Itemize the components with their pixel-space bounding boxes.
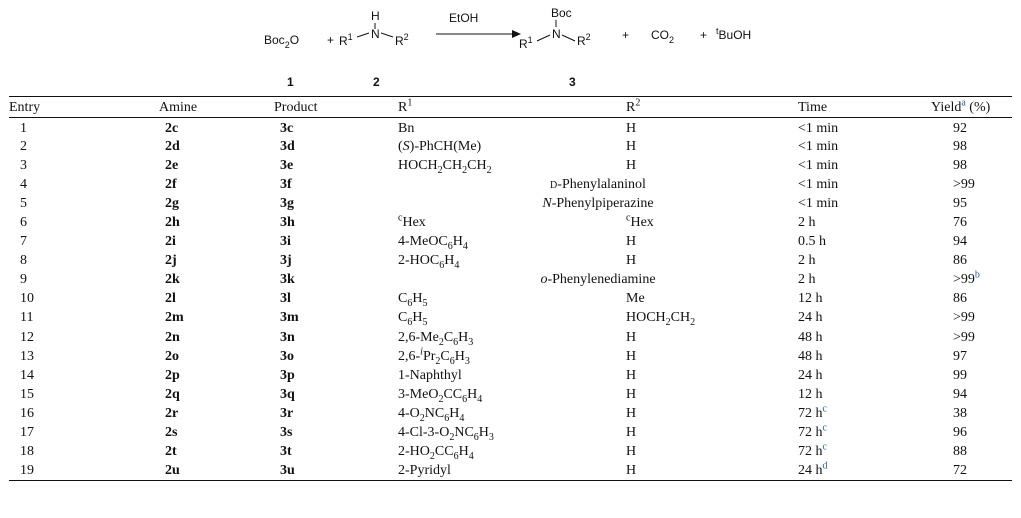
header-yield: Yield$^a$ (%) xyxy=(931,97,1012,118)
amine-r1-bond xyxy=(357,33,369,37)
product-r2-group: $R^2$ xyxy=(577,32,591,48)
table-row xyxy=(9,404,1012,423)
cell-entry: 11 xyxy=(20,310,34,326)
table-row xyxy=(9,442,1012,461)
plus-sign-3: + xyxy=(700,28,708,42)
cell-product: 3s xyxy=(280,425,293,441)
reaction-scheme xyxy=(0,0,1021,92)
cell-r2: $HOCH_2CH_2$ xyxy=(626,310,696,329)
plus-sign-2: + xyxy=(622,28,630,42)
cell-product: 3n xyxy=(280,329,295,345)
table-row xyxy=(9,232,1012,251)
byproduct-co2: $CO_2$ xyxy=(651,28,675,45)
amine-r2-group: $R^2$ xyxy=(395,32,409,48)
cell-time: 24 h xyxy=(798,367,823,383)
cell-amine: 2e xyxy=(165,157,179,173)
cell-time: 48 h xyxy=(798,329,823,345)
table-row xyxy=(9,423,1012,442)
cell-time: 24 h$^d$ xyxy=(798,461,931,480)
cell-r1: 1-Naphthyl xyxy=(398,367,462,383)
cell-yield: 98 xyxy=(953,157,967,173)
cell-r1: $C_6H_5$ xyxy=(398,291,428,310)
cell-time: 72 h$^c$ xyxy=(798,403,827,421)
cell-r2: H xyxy=(626,425,637,441)
cell-entry: 8 xyxy=(20,253,27,269)
cell-time: 0.5 h xyxy=(798,234,826,250)
cell-time: 24 h xyxy=(798,310,823,326)
cell-entry: 6 xyxy=(20,215,27,231)
cell-entry: 7 xyxy=(20,234,27,250)
cell-amine: 2h xyxy=(165,215,180,231)
product-n-atom: N xyxy=(552,27,561,41)
table-row xyxy=(9,213,1012,232)
cell-r2: H xyxy=(626,367,637,383)
amine-h-atom: H xyxy=(371,9,380,23)
cell-yield: 94 xyxy=(953,386,967,402)
cell-amine: 2u xyxy=(159,461,274,480)
table-row xyxy=(9,385,1012,404)
product-r1-group: $R^1$ xyxy=(519,35,533,51)
product-r1-bond xyxy=(537,35,550,41)
cell-product: 3e xyxy=(280,157,294,173)
cell-product: 3t xyxy=(280,444,292,460)
cell-r1: Bn xyxy=(398,120,415,136)
cell-amine: 2q xyxy=(165,386,180,402)
cell-product: 3f xyxy=(280,176,292,192)
cell-substrate-name: d-Phenylalaninol xyxy=(550,176,646,192)
cell-yield: 86 xyxy=(953,253,967,269)
cell-r2: $^c$Hex xyxy=(626,212,654,231)
cell-product: 3c xyxy=(280,120,294,136)
cell-product: 3o xyxy=(280,348,294,364)
cell-yield: 95 xyxy=(953,195,967,211)
cell-product: 3r xyxy=(280,405,294,421)
cell-r1: 2-Pyridyl xyxy=(398,461,626,480)
header-time: Time xyxy=(798,97,931,118)
product-boc-group: Boc xyxy=(551,6,572,20)
cell-time: 12 h xyxy=(798,386,823,402)
plus-sign-1: + xyxy=(327,33,335,47)
cell-r2: H xyxy=(626,444,637,460)
cell-product: 3l xyxy=(280,291,291,307)
cell-r1: $2,6-Me_2C_6H_3$ xyxy=(398,329,474,348)
reagent-boc2o: Boc$_2$O xyxy=(264,33,300,50)
cell-entry: 10 xyxy=(20,291,34,307)
cell-r2: H xyxy=(626,253,637,269)
cell-yield: 94 xyxy=(953,234,967,250)
table-row xyxy=(9,289,1012,308)
cell-product: 3m xyxy=(280,310,299,326)
cell-product: 3q xyxy=(280,386,295,402)
cell-amine: 2j xyxy=(165,253,177,269)
amine-r2-bond xyxy=(381,33,393,37)
cell-substrate-name: N-Phenylpiperazine xyxy=(542,195,654,211)
cell-entry: 17 xyxy=(20,425,34,441)
cell-time: 48 h xyxy=(798,348,823,364)
cell-r1: $2-HO_2CC_6H_4$ xyxy=(398,444,474,462)
cell-entry: 5 xyxy=(20,195,27,211)
cell-r1: $4-MeOC_6H_4$ xyxy=(398,234,468,252)
table-row xyxy=(9,194,1012,213)
cell-r2: Me xyxy=(626,291,645,307)
cell-entry: 2 xyxy=(20,138,27,154)
cell-amine: 2p xyxy=(165,367,180,383)
header-product: Product xyxy=(274,97,398,118)
cell-time: 2 h xyxy=(798,272,816,288)
cell-r1: $2-HOC_6H_4$ xyxy=(398,253,460,271)
cell-entry: 3 xyxy=(20,157,27,173)
cell-r2: H xyxy=(626,120,637,136)
cell-entry: 16 xyxy=(20,405,34,421)
cell-amine: 2t xyxy=(165,444,177,460)
cell-r2: H xyxy=(626,234,637,250)
cell-r1: (S)-PhCH(Me) xyxy=(398,138,482,154)
cell-r1: $4-O_2NC_6H_4$ xyxy=(398,405,465,424)
cell-amine: 2c xyxy=(165,120,179,136)
cell-entry: 19 xyxy=(9,461,159,480)
cell-entry: 12 xyxy=(20,329,34,345)
compound-label-1: 1 xyxy=(287,75,294,89)
table-row xyxy=(9,461,1012,480)
cell-product: 3g xyxy=(280,195,294,211)
cell-entry: 4 xyxy=(20,176,27,192)
table-row xyxy=(9,347,1012,366)
cell-r2: H xyxy=(626,138,637,154)
cell-r1: $^c$Hex xyxy=(398,212,426,231)
cell-amine: 2f xyxy=(165,176,177,192)
table-row xyxy=(9,366,1012,385)
cell-yield: 96 xyxy=(953,425,967,441)
cell-yield: 72 xyxy=(931,461,1012,480)
header-amine: Amine xyxy=(159,97,274,118)
cell-time: 12 h xyxy=(798,291,823,307)
table-row xyxy=(9,137,1012,156)
cell-entry: 9 xyxy=(20,272,27,288)
cell-amine: 2l xyxy=(165,291,176,307)
table-row xyxy=(9,156,1012,175)
results-table xyxy=(9,96,1012,481)
cell-time: <1 min xyxy=(798,176,839,192)
cell-amine: 2n xyxy=(165,329,180,345)
cell-time: <1 min xyxy=(798,120,839,136)
header-r1: $R^1$ xyxy=(398,97,626,118)
header-entry: Entry xyxy=(9,97,159,118)
table-row xyxy=(9,118,1012,137)
cell-product: 3p xyxy=(280,367,295,383)
cell-yield: 98 xyxy=(953,138,967,154)
table-header xyxy=(9,97,1012,118)
product-structure xyxy=(519,6,591,51)
cell-amine: 2s xyxy=(165,425,178,441)
amine-r1-group: $R^1$ xyxy=(339,32,353,48)
cell-product: 3k xyxy=(280,272,295,288)
cell-yield: 76 xyxy=(953,215,967,231)
cell-r1: $3-MeO_2CC_6H_4$ xyxy=(398,386,483,405)
cell-r2: H xyxy=(626,157,637,173)
table-body xyxy=(9,118,1012,481)
cell-product: 3d xyxy=(280,138,295,154)
cell-yield: 38 xyxy=(953,405,967,421)
cell-r2: H xyxy=(626,405,637,421)
cell-entry: 13 xyxy=(20,348,34,364)
cell-time: 72 h$^c$ xyxy=(798,422,827,441)
cell-product: 3j xyxy=(280,253,292,269)
cell-entry: 15 xyxy=(20,386,34,402)
cell-amine: 2d xyxy=(165,138,180,154)
cell-amine: 2r xyxy=(165,405,179,421)
condition-ethanol: EtOH xyxy=(449,11,479,25)
cell-r2: H xyxy=(626,348,637,364)
cell-amine: 2i xyxy=(165,234,176,250)
cell-yield: 99 xyxy=(953,367,967,383)
cell-product: 3u xyxy=(274,461,398,480)
table-row xyxy=(9,175,1012,194)
cell-amine: 2o xyxy=(165,348,179,364)
cell-substrate-name: o-Phenylenediamine xyxy=(540,272,656,288)
cell-time: 2 h xyxy=(798,253,816,269)
compound-label-2: 2 xyxy=(373,75,380,89)
cell-product: 3h xyxy=(280,215,295,231)
cell-r2: H xyxy=(626,329,637,345)
compound-label-3: 3 xyxy=(569,75,576,89)
cell-amine: 2g xyxy=(165,195,179,211)
table-row xyxy=(9,251,1012,270)
cell-time: 72 h$^c$ xyxy=(798,441,827,460)
amine-structure xyxy=(339,9,409,48)
cell-yield: >99 xyxy=(953,176,975,192)
product-r2-bond xyxy=(562,35,575,41)
table-row xyxy=(9,270,1012,289)
header-r2: $R^2$ xyxy=(626,97,798,118)
table-row xyxy=(9,308,1012,327)
cell-yield: >99 xyxy=(953,310,975,326)
cell-yield: 92 xyxy=(953,120,967,136)
byproduct-tbuoh: $^t$BuOH xyxy=(716,26,752,42)
cell-time: 2 h xyxy=(798,215,816,231)
cell-entry: 14 xyxy=(20,367,34,383)
cell-entry: 18 xyxy=(20,444,34,460)
table-row xyxy=(9,328,1012,347)
cell-time: <1 min xyxy=(798,195,839,211)
cell-r1: $C_6H_5$ xyxy=(398,310,428,329)
cell-r1: $HOCH_2CH_2CH_2$ xyxy=(398,157,492,176)
cell-yield: 88 xyxy=(953,444,967,460)
cell-r1: $4-Cl-3-O_2NC_6H_3$ xyxy=(398,425,494,443)
cell-entry: 1 xyxy=(20,120,27,136)
reaction-scheme-drawing xyxy=(0,0,1021,92)
cell-amine: 2m xyxy=(165,310,184,326)
cell-yield: 86 xyxy=(953,291,967,307)
cell-r1: $2,6-^iPr_2C_6H_3$ xyxy=(398,346,470,367)
amine-n-atom: N xyxy=(371,27,380,41)
cell-time: <1 min xyxy=(798,157,839,173)
cell-r2: H xyxy=(626,386,637,402)
cell-yield: >99$^b$ xyxy=(953,269,980,288)
cell-amine: 2k xyxy=(165,272,180,288)
cell-product: 3i xyxy=(280,234,291,250)
cell-yield: 97 xyxy=(953,348,967,364)
cell-r2: H xyxy=(626,461,798,480)
cell-yield: >99 xyxy=(953,329,975,345)
cell-time: <1 min xyxy=(798,138,839,154)
